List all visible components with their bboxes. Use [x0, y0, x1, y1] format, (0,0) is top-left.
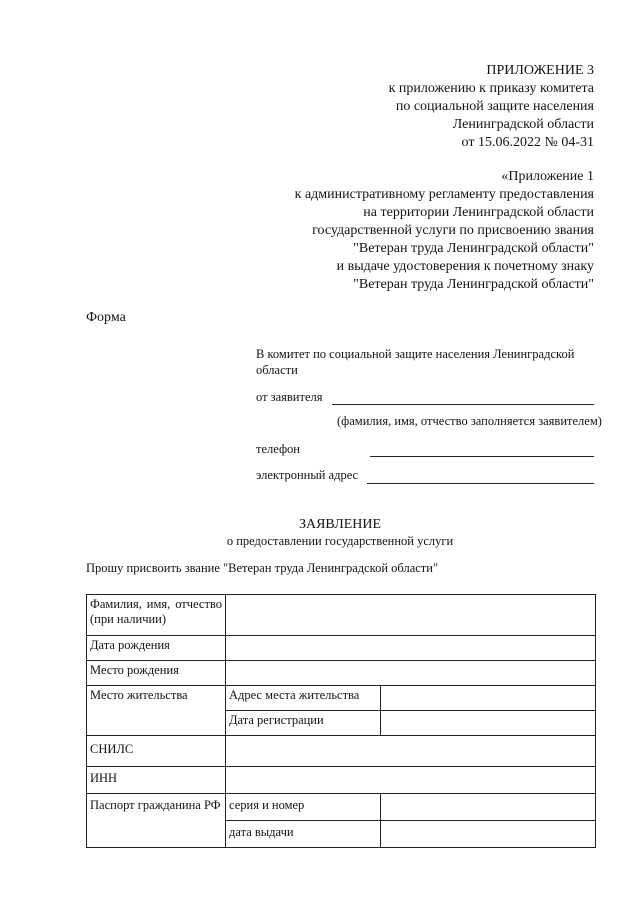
order-date-number: от 15.06.2022 № 04-31 — [461, 135, 594, 150]
table-row — [87, 636, 596, 661]
request-text: Прошу присвоить звание "Ветеран труда Ленинградской области" — [86, 561, 439, 575]
series-number-label: серия и номер — [226, 794, 381, 821]
appendix-ref-line: «Приложение 1 — [501, 169, 594, 184]
full-name-field[interactable] — [226, 595, 596, 636]
residence-address-label: Адрес места жительства — [226, 686, 381, 711]
addressee-line: В комитет по социальной защите населения Ленинградской — [256, 347, 575, 361]
document-title: ЗАЯВЛЕНИЕ — [298, 517, 382, 532]
from-applicant-label: от заявителя — [256, 390, 323, 404]
series-number-field[interactable] — [381, 794, 596, 821]
table-row — [87, 767, 596, 794]
snils-field[interactable] — [226, 736, 596, 767]
registration-date-label: Дата регистрации — [226, 711, 381, 736]
table-row — [87, 595, 596, 636]
table-row — [87, 794, 596, 821]
applicant-name-hint: (фамилия, имя, отчество заполняется заявителем) — [337, 414, 602, 428]
birth-date-field[interactable] — [226, 636, 596, 661]
table-row — [87, 736, 596, 767]
phone-label: телефон — [256, 442, 300, 456]
full-name-label-line2: (при наличии) — [90, 612, 167, 626]
applicant-data-table — [86, 594, 596, 848]
birth-place-label: Место рождения — [87, 661, 226, 686]
appendix-ref-line: и выдаче удостоверения к почетному знаку — [336, 259, 594, 274]
appendix-number: ПРИЛОЖЕНИЕ 3 — [486, 63, 594, 78]
appendix-ref-line: к административному регламенту предоставления — [294, 187, 594, 202]
appendix-ref-line: "Ветеран труда Ленинградской области" — [353, 241, 594, 256]
birth-date-label: Дата рождения — [87, 636, 226, 661]
issue-date-label: дата выдачи — [226, 821, 381, 848]
email-field[interactable] — [367, 483, 594, 484]
residence-address-field[interactable] — [381, 686, 596, 711]
residence-label: Место жительства — [87, 686, 226, 736]
form-label: Форма — [86, 310, 126, 325]
full-name-label — [87, 595, 226, 636]
registration-date-field[interactable] — [381, 711, 596, 736]
phone-field[interactable] — [370, 456, 594, 457]
email-label: электронный адрес — [256, 468, 359, 482]
applicant-name-field[interactable] — [332, 404, 594, 405]
appendix-ref-line: государственной услуги по присвоению звания — [312, 223, 594, 238]
addressee-line: области — [256, 363, 298, 377]
header-line: Ленинградской области — [452, 117, 594, 132]
birth-place-field[interactable] — [226, 661, 596, 686]
appendix-ref-line: "Ветеран труда Ленинградской области" — [353, 277, 594, 292]
appendix-ref-line: на территории Ленинградской области — [363, 205, 594, 220]
snils-label: СНИЛС — [87, 736, 226, 767]
table-row — [87, 686, 596, 711]
document-subtitle: о предоставлении государственной услуги — [226, 534, 454, 548]
header-line: по социальной защите населения — [395, 99, 594, 114]
header-line: к приложению к приказу комитета — [388, 81, 594, 96]
passport-label: Паспорт гражданина РФ — [87, 794, 226, 848]
table-row — [87, 661, 596, 686]
inn-label: ИНН — [87, 767, 226, 794]
issue-date-field[interactable] — [381, 821, 596, 848]
full-name-label-line1: Фамилия, имя, отчество — [90, 597, 222, 611]
inn-field[interactable] — [226, 767, 596, 794]
